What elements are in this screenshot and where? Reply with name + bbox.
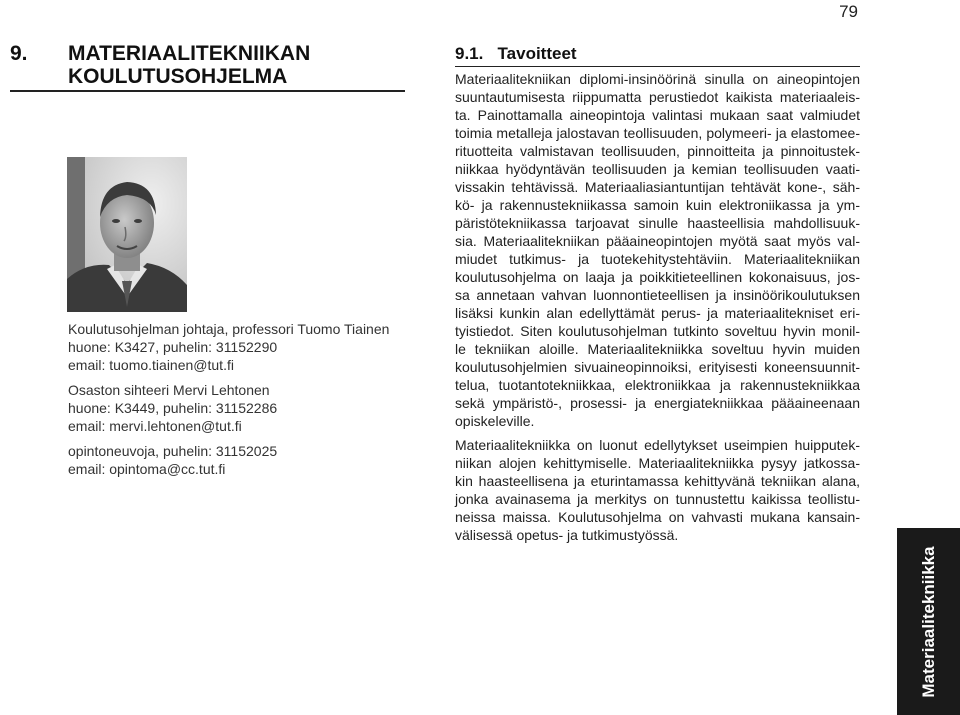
body-line: lisäksi kunkin alan edellyttämät perus- ja materiaalitekniset eri- bbox=[455, 305, 860, 321]
body-line: telua, tuotantotekniikkaa, elektroniikkaa ja rakennustekniikkaa bbox=[455, 377, 860, 393]
section-divider bbox=[455, 66, 860, 67]
contact-study-advisor bbox=[68, 442, 408, 478]
body-line: ta. Painottamalla aineopintoja valintasi mukaan saat valmiudet bbox=[455, 107, 860, 123]
section-title: Tavoitteet bbox=[497, 44, 577, 63]
body-line: opiskeleville. bbox=[455, 413, 535, 429]
body-line: miudet tutkimus- ja tuotekehitystehtäviin. Materiaalitekniikan bbox=[455, 251, 860, 267]
contact-line: Osaston sihteeri Mervi Lehtonen bbox=[68, 382, 270, 398]
chapter-number: 9. bbox=[10, 42, 28, 65]
body-line: niikan alojen kehittymiselle. Materiaalitekniikka pysyy jatkossa- bbox=[455, 455, 860, 471]
body-line: sia. Materiaalitekniikan pääaineopintojen myötä saat myös val- bbox=[455, 233, 860, 249]
body-line: vissakin tehtävissä. Materiaaliasiantuntijan tehtävät kone-, säh- bbox=[455, 179, 860, 195]
chapter-title bbox=[10, 42, 410, 88]
body-paragraph bbox=[455, 70, 860, 430]
chapter-title-text bbox=[68, 42, 410, 88]
chapter-divider bbox=[10, 90, 405, 92]
contact-department-secretary bbox=[68, 381, 408, 435]
contact-program-director bbox=[68, 320, 408, 374]
body-line: neissa maissa. Koulutusohjelma on vahvasti mukana kansain- bbox=[455, 509, 860, 525]
page-number: 79 bbox=[839, 2, 858, 21]
person-portrait-icon bbox=[67, 157, 187, 312]
body-line: koulutusohjelmien sivuaineopinnoiksi, erityisesti koneensuunnit- bbox=[455, 359, 860, 375]
portrait-photo bbox=[67, 157, 187, 312]
section-number: 9.1. bbox=[455, 44, 484, 63]
body-line: välisessä opetus- ja tutkimustyössä. bbox=[455, 527, 679, 543]
body-line: toimia metalleja jalostavan teollisuuden, polymeeri- ja elastomee- bbox=[455, 125, 860, 141]
chapter-title-line: KOULUTUSOHJELMA bbox=[68, 65, 288, 88]
body-line: Materiaalitekniikan diplomi-insinöörinä sinulla on aineopintojen bbox=[455, 71, 860, 87]
body-line: sekä ympäristö-, prosessi- ja energiatekniikkaa pääaineenaan bbox=[455, 395, 860, 411]
side-tab-label: Materiaalitekniikka bbox=[918, 545, 938, 698]
body-line: jonka avainasema ja merkitys on tunnustettu kaikissa teollistu- bbox=[455, 491, 860, 507]
body-line: niikkaa hyödyntävän teollisuuden ja kemian teollisuuden vaati- bbox=[455, 161, 860, 177]
contact-line: huone: K3427, puhelin: 31152290 bbox=[68, 339, 278, 355]
body-line: kö- ja rakennustekniikassa samoin kuin elektroniikassa ja ym- bbox=[455, 197, 860, 213]
body-line: koulutusohjelma on laaja ja poikkitieteellinen kokonaisuus, jos- bbox=[455, 269, 860, 285]
contact-email: email: tuomo.tiainen@tut.fi bbox=[68, 357, 234, 373]
chapter-title-line: MATERIAALITEKNIIKAN bbox=[68, 42, 311, 65]
contact-line: huone: K3449, puhelin: 31152286 bbox=[68, 400, 278, 416]
contact-line: Koulutusohjelman johtaja, professori Tuomo Tiainen bbox=[68, 321, 390, 337]
body-line: tyistiedot. Siten koulutusohjelman tutkinto soveltuu hyvin monil- bbox=[455, 323, 860, 339]
body-line: päristötekniikassa tarjoavat sinulle haasteellisia mahdollisuuk- bbox=[455, 215, 860, 231]
body-line: Materiaalitekniikka on luonut edellytykset useimpien huipputek- bbox=[455, 437, 860, 453]
section-heading bbox=[455, 44, 577, 64]
body-line: rituotteita valmistavan teollisuuden, pinnoitteita ja pinnoitustek- bbox=[455, 143, 860, 159]
contact-email: email: mervi.lehtonen@tut.fi bbox=[68, 418, 242, 434]
body-line: kin haasteellisena ja eturintamassa kehittyvänä tekniikan alana, bbox=[455, 473, 860, 489]
contact-line: opintoneuvoja, puhelin: 31152025 bbox=[68, 443, 278, 459]
contact-email: email: opintoma@cc.tut.fi bbox=[68, 461, 226, 477]
side-tab bbox=[897, 528, 960, 715]
contact-info bbox=[68, 320, 408, 485]
body-line: suuntautumisesta riippumatta perustiedot kaikista materiaaleis- bbox=[455, 89, 860, 105]
body-paragraph bbox=[455, 436, 860, 544]
section-body bbox=[455, 70, 860, 544]
body-line: sa annetaan vahvan luonnontieteellisen ja insinöörikoulutuksen bbox=[455, 287, 860, 303]
body-line: le tekniikan aloille. Materiaalitekniikka soveltuu hyvin muiden bbox=[455, 341, 860, 357]
